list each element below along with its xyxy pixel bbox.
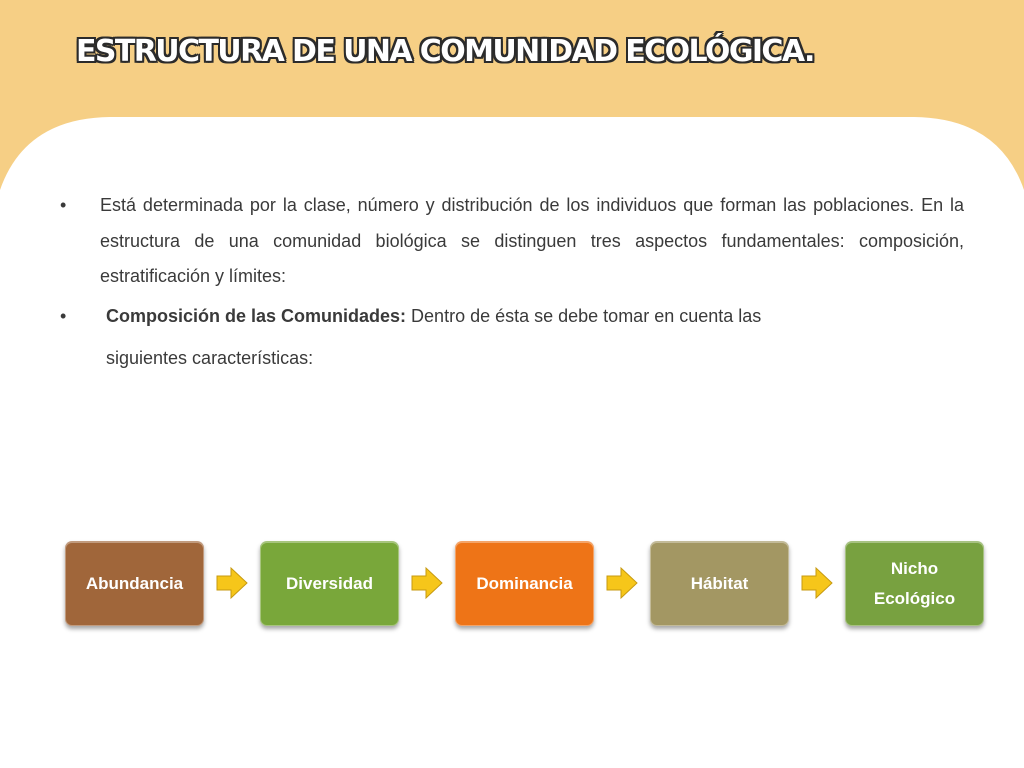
composition-heading: Composición de las Comunidades: bbox=[106, 305, 407, 326]
content-body bbox=[56, 188, 964, 379]
flow-box-abundancia: Abundancia bbox=[65, 541, 204, 626]
flow-box-habitat: Hábitat bbox=[650, 541, 789, 626]
page-title: ESTRUCTURA DE UNA COMUNIDAD ECOLÓGICA. bbox=[76, 34, 814, 69]
composition-text: Dentro de ésta se debe tomar en cuenta las bbox=[406, 305, 762, 326]
flow-box-diversidad: Diversidad bbox=[260, 541, 399, 626]
composition-text-continued: siguientes características: bbox=[106, 347, 314, 368]
bullet-marker: • bbox=[60, 305, 67, 326]
bullet-paragraph-1 bbox=[56, 188, 964, 295]
flow-box-dominancia: Dominancia bbox=[455, 541, 594, 626]
bullet-marker: • bbox=[60, 195, 67, 215]
flow-box-nicho-ecologico: Nicho Ecológico bbox=[845, 541, 984, 626]
paragraph-text: Está determinada por la clase, número y distribución de los individuos que forman las poblaciones. En la estructura de una comunidad biológica se distinguen tres aspectos fundamentales: composición, estratificación y límites: bbox=[100, 195, 964, 286]
bullet-paragraph-2 bbox=[56, 295, 964, 379]
